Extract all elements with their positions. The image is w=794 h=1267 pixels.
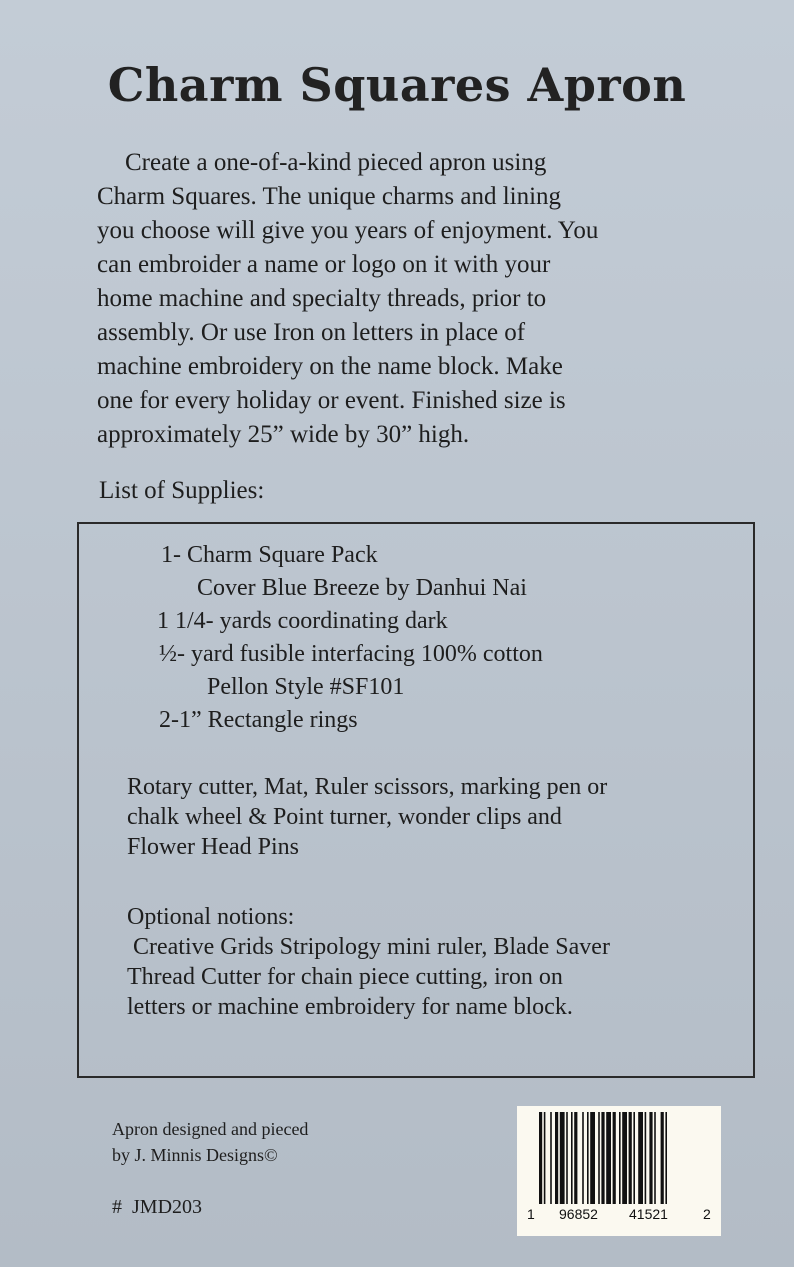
barcode-bar [629,1112,632,1204]
barcode-bar [654,1112,656,1204]
supply-item: 1- Charm Square Pack [161,542,378,568]
intro-line: one for every holiday or event. Finished size is [97,387,566,414]
barcode-bar [606,1112,611,1204]
supplies-box [77,522,755,1078]
barcode-group-left: 96852 [559,1206,598,1222]
supply-item: ½- yard fusible interfacing 100% cotton [159,641,543,667]
barcode-bar [560,1112,565,1204]
intro-line: can embroider a name or logo on it with your [97,251,551,278]
tools-paragraph [127,772,607,862]
credit-line: by J. Minnis Designs© [112,1145,278,1165]
barcode-icon [517,1106,721,1206]
barcode-bar [550,1112,552,1204]
barcode-bar [544,1112,546,1204]
barcode-bar [638,1112,643,1204]
tools-line: Flower Head Pins [127,834,299,860]
barcode-bar [661,1112,664,1204]
barcode-bar [633,1112,635,1204]
supply-item: Pellon Style #SF101 [207,674,405,700]
barcode-bar [619,1112,621,1204]
barcode-digits [517,1204,721,1228]
barcode-bar [665,1112,667,1204]
supply-item: Cover Blue Breeze by Danhui Nai [197,575,527,601]
barcode-bar [566,1112,568,1204]
supply-item: 2-1” Rectangle rings [159,707,358,733]
barcode-bar [539,1112,542,1204]
sku-number: # JMD203 [112,1196,203,1218]
intro-paragraph [97,146,737,452]
optional-line: letters or machine embroidery for name block. [127,994,573,1020]
tools-line: chalk wheel & Point turner, wonder clips and [127,804,562,830]
designer-credit [112,1116,308,1168]
barcode-digit-first: 1 [527,1206,535,1222]
intro-line: assembly. Or use Iron on letters in place of [97,319,526,346]
barcode-bar [601,1112,604,1204]
barcode-bar [587,1112,589,1204]
tools-line: Rotary cutter, Mat, Ruler scissors, marking pen or [127,774,608,800]
barcode-bar [649,1112,652,1204]
page-title: Charm Squares Apron [107,58,687,112]
barcode-bar [645,1112,647,1204]
intro-line: home machine and specialty threads, prior to [97,285,547,312]
barcode-label [517,1106,721,1236]
barcode-bar [582,1112,584,1204]
credit-line: Apron designed and pieced [112,1119,309,1139]
optional-notions [127,902,610,1022]
barcode-bar [555,1112,558,1204]
intro-line: approximately 25” wide by 30” high. [97,421,470,448]
barcode-bar [590,1112,595,1204]
barcode-bar [574,1112,577,1204]
intro-line: you choose will give you years of enjoyment. You [97,217,599,244]
supplies-heading: List of Supplies: [99,477,265,504]
intro-line: machine embroidery on the name block. Make [97,353,563,380]
optional-heading: Optional notions: [127,904,295,930]
barcode-digit-last: 2 [703,1206,711,1222]
barcode-bar [598,1112,600,1204]
barcode-bar [571,1112,573,1204]
barcode-group-right: 41521 [629,1206,668,1222]
supply-item: 1 1/4- yards coordinating dark [157,608,448,634]
barcode-bar [622,1112,627,1204]
intro-line: Charm Squares. The unique charms and lining [97,183,562,210]
optional-line: Thread Cutter for chain piece cutting, iron on [127,964,563,990]
intro-line: Create a one-of-a-kind pieced apron using [125,149,547,176]
barcode-bar [613,1112,616,1204]
optional-line: Creative Grids Stripology mini ruler, Blade Saver [127,934,610,960]
